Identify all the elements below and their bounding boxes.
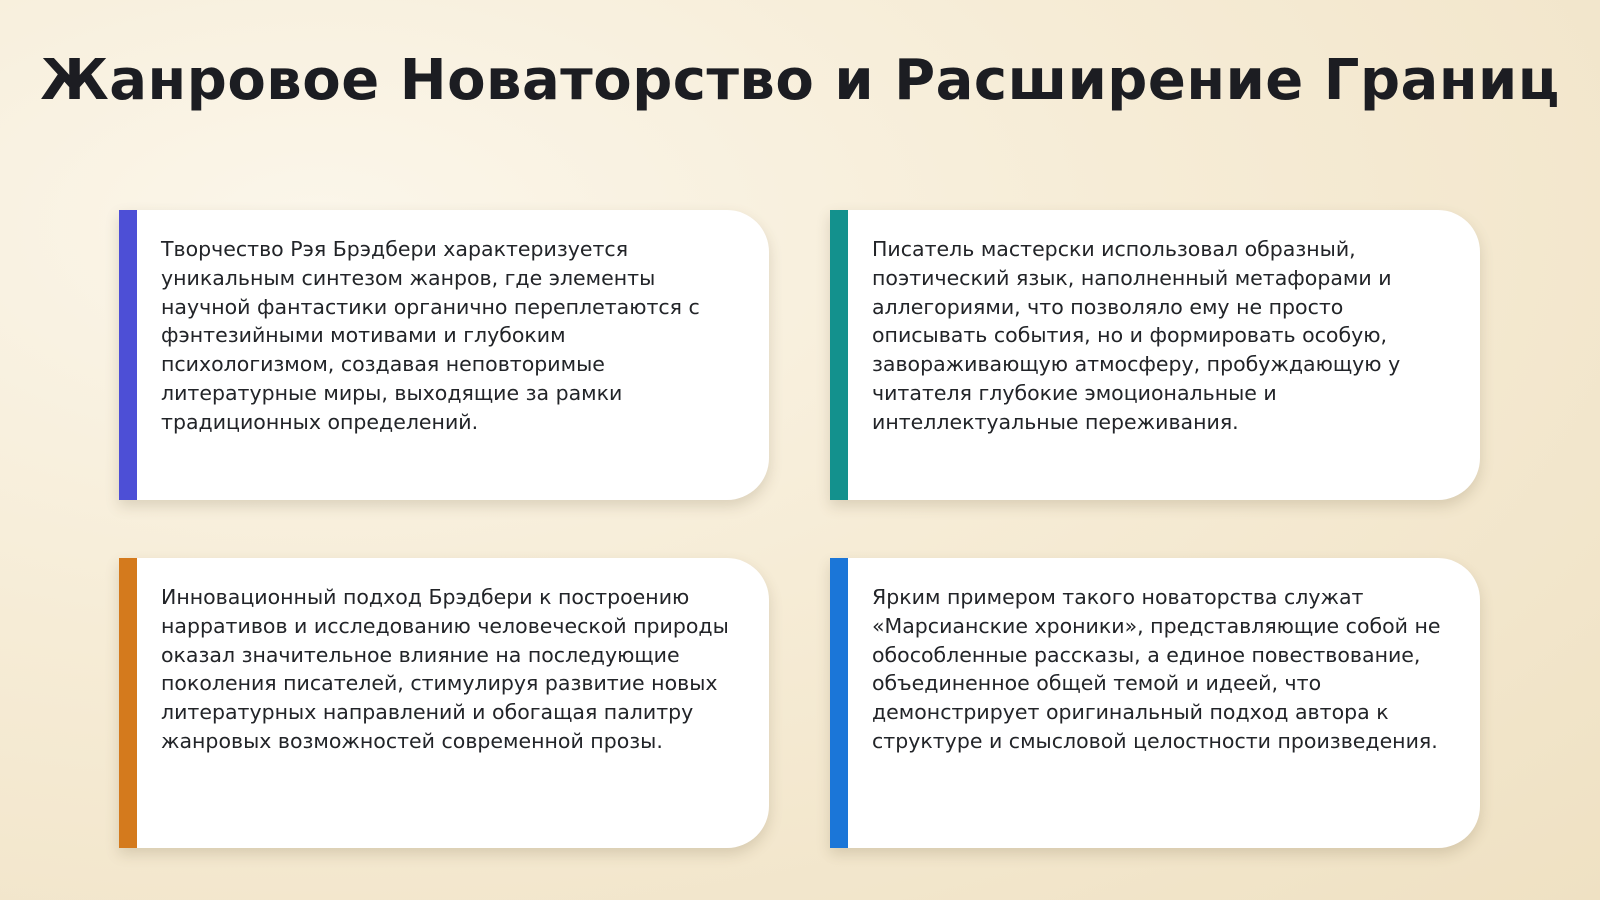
content-card	[830, 210, 1480, 500]
page-title: Жанровое Новаторство и Расширение Границ	[40, 48, 1560, 113]
content-card	[119, 210, 769, 500]
content-card	[119, 558, 769, 848]
card-accent-bar	[830, 558, 848, 848]
content-card	[830, 558, 1480, 848]
card-accent-bar	[119, 558, 137, 848]
card-accent-bar	[830, 210, 848, 500]
card-text: Инновационный подход Брэдбери к построению нарративов и исследованию человеческой природы оказал значительное влияние на последующие поколения писателей, стимулируя развитие новых литературных направлений и обогащая палитру жанровых возможностей современной прозы.	[161, 585, 729, 753]
card-text: Писатель мастерски использовал образный, поэтический язык, наполненный метафорами и аллегориями, что позволяло ему не просто описывать события, но и формировать особую, завораживающую атмосферу, пробуждающую у читателя глубокие эмоциональные и интеллектуальные переживания.	[872, 237, 1401, 434]
card-text: Творчество Рэя Брэдбери характеризуется уникальным синтезом жанров, где элементы научной фантастики органично переплетаются с фэнтезийными мотивами и глубоким психологизмом, создавая неповторимые литературные миры, выходящие за рамки традиционных определений.	[161, 237, 700, 434]
card-accent-bar	[119, 210, 137, 500]
card-text: Ярким примером такого новаторства служат «Марсианские хроники», представляющие собой не обособленные рассказы, а единое повествование, объединенное общей темой и идеей, что демонстрирует оригинальный подход автора к структуре и смысловой целостности произведения.	[872, 585, 1441, 753]
